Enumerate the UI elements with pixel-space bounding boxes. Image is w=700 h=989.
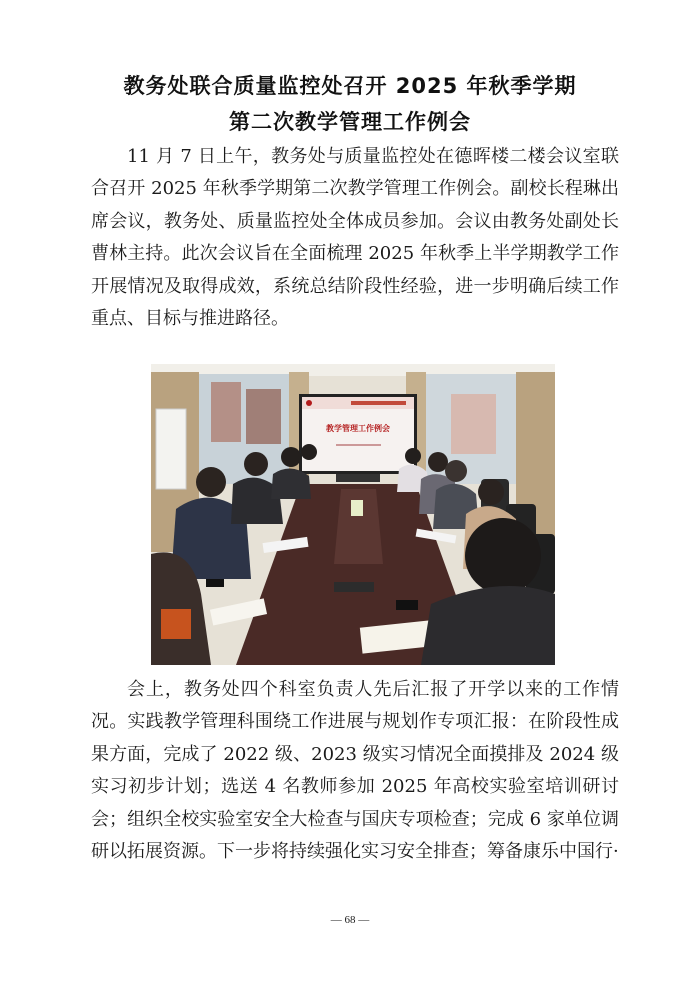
meeting-photo (151, 364, 555, 665)
paragraph-1: 11 月 7 日上午，教务处与质量监控处在德晖楼二楼会议室联合召开 2025 年秋季学期第二次教学管理工作例会。副校长程琳出席会议，教务处、质量监控处全体成员参加。会议由教务处副处长曹林主持。此次会议旨在全面梳理 2025 年秋季上半学期教学工作开展情况及取得成效，系统总结阶段性经验，进一步明确后续工作重点、目标与推进路径。 (91, 146, 619, 330)
screen-title: 教学管理工作例会 (326, 424, 390, 433)
title-line-2: 第二次教学管理工作例会 (229, 110, 471, 134)
paragraph-2: 会上，教务处四个科室负责人先后汇报了开学以来的工作情况。实践教学管理科围绕工作进展与规划作专项汇报：在阶段性成果方面，完成了 2022 级、2023 级实习情况全面摸排及 2024 级实习初步计划；选送 4 名教师参加 2025 年高校实验室培训研讨会；组织全校实验室安全大检查与国庆专项检查；完成 6 家单位调研以拓展资源。下一步将持续强化实习安全排查；筹备康乐中国行· (91, 679, 619, 863)
page-footer: — 68 — (330, 914, 370, 926)
title-line-1: 教务处联合质量监控处召开 2025 年秋季学期 (123, 74, 577, 98)
